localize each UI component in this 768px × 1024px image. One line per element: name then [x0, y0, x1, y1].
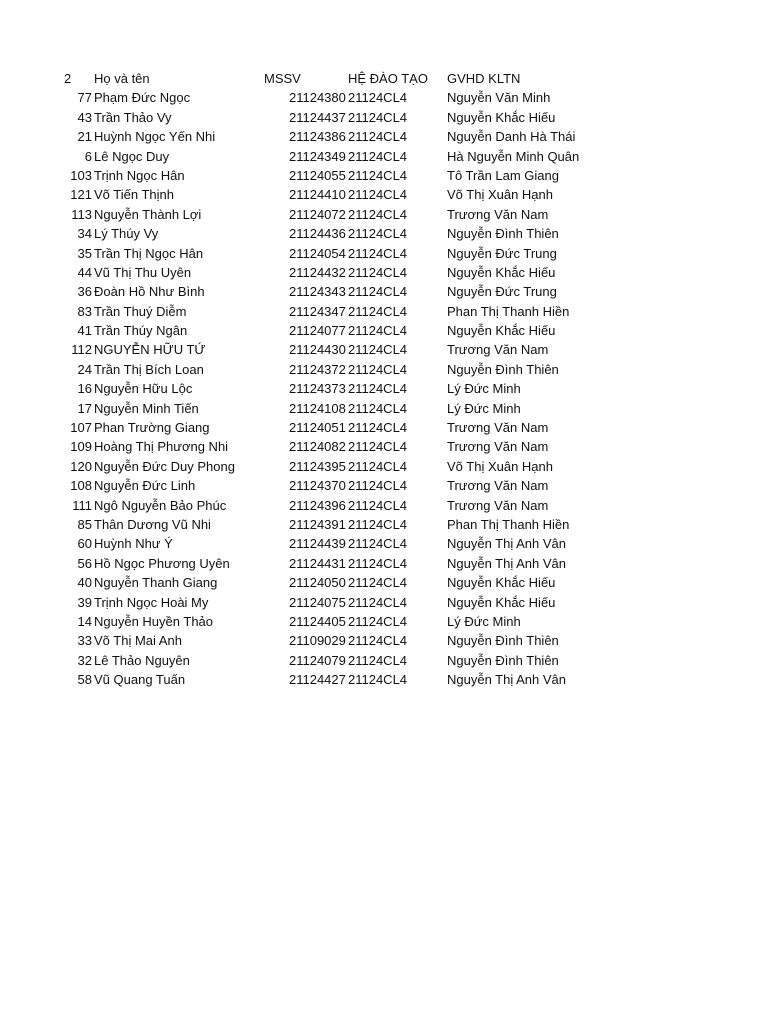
- row-stt: 103: [70, 167, 92, 183]
- row-gvhd: Nguyễn Thị Anh Vân: [447, 555, 567, 571]
- row-mssv: 21124108: [289, 400, 346, 416]
- row-he-dao-tao: 21124CL4: [348, 245, 408, 261]
- row-name: Trần Thị Ngọc Hân: [94, 245, 204, 261]
- row-gvhd: Nguyễn Văn Minh: [447, 90, 551, 106]
- row-stt: 35: [77, 245, 92, 261]
- row-stt: 107: [70, 420, 92, 436]
- row-gvhd: Nguyễn Đình Thiên: [447, 652, 559, 668]
- row-he-dao-tao: 21124CL4: [348, 187, 408, 203]
- row-mssv: 21124427: [289, 672, 346, 688]
- row-gvhd: Trương Văn Nam: [447, 439, 549, 455]
- row-mssv: 21124051: [289, 420, 346, 436]
- header-he-dao-tao: HỆ ĐÀO TẠO: [348, 71, 428, 86]
- row-he-dao-tao: 21124CL4: [348, 148, 408, 164]
- row-gvhd: Nguyễn Đình Thiên: [447, 633, 559, 649]
- row-mssv: 21109029: [289, 633, 346, 649]
- table-row: [0, 593, 768, 612]
- header-row: [0, 69, 768, 88]
- row-gvhd: Nguyễn Đức Trung: [447, 284, 557, 300]
- row-he-dao-tao: 21124CL4: [348, 594, 408, 610]
- row-mssv: 21124432: [289, 264, 346, 280]
- row-gvhd: Trương Văn Nam: [447, 206, 549, 222]
- row-gvhd: Trương Văn Nam: [447, 420, 549, 436]
- row-mssv: 21124072: [289, 206, 346, 222]
- row-mssv: 21124439: [289, 536, 346, 552]
- table-row: [0, 670, 768, 689]
- row-gvhd: Nguyễn Thị Anh Vân: [447, 672, 567, 688]
- row-stt: 77: [77, 90, 92, 106]
- row-name: Vũ Thị Thu Uyên: [94, 264, 192, 280]
- header-name: Họ và tên: [94, 71, 150, 86]
- row-gvhd: Võ Thị Xuân Hạnh: [447, 187, 553, 203]
- row-he-dao-tao: 21124CL4: [348, 536, 408, 552]
- student-table: [0, 69, 768, 690]
- row-mssv: 21124347: [289, 303, 346, 319]
- header-gvhd: GVHD KLTN: [447, 71, 521, 86]
- row-he-dao-tao: 21124CL4: [348, 400, 408, 416]
- row-mssv: 21124373: [289, 381, 346, 397]
- row-mssv: 21124372: [289, 361, 346, 377]
- row-he-dao-tao: 21124CL4: [348, 323, 408, 339]
- row-mssv: 21124075: [289, 594, 346, 610]
- row-he-dao-tao: 21124CL4: [348, 478, 408, 494]
- row-he-dao-tao: 21124CL4: [348, 633, 408, 649]
- row-name: Phạm Đức Ngọc: [94, 90, 191, 106]
- row-stt: 44: [77, 264, 92, 280]
- row-mssv: 21124077: [289, 323, 346, 339]
- row-stt: 43: [77, 109, 92, 125]
- row-mssv: 21124391: [289, 516, 346, 532]
- row-he-dao-tao: 21124CL4: [348, 342, 408, 358]
- table-row: [0, 185, 768, 204]
- row-mssv: 21124396: [289, 497, 346, 513]
- row-mssv: 21124349: [289, 148, 346, 164]
- row-mssv: 21124386: [289, 129, 346, 145]
- row-he-dao-tao: 21124CL4: [348, 420, 408, 436]
- row-mssv: 21124079: [289, 652, 346, 668]
- table-row: [0, 127, 768, 146]
- table-row: [0, 88, 768, 107]
- row-name: Thân Dương Vũ Nhi: [94, 516, 211, 532]
- row-mssv: 21124405: [289, 613, 346, 629]
- row-he-dao-tao: 21124CL4: [348, 109, 408, 125]
- header-mssv: MSSV: [264, 71, 301, 86]
- table-row: [0, 205, 768, 224]
- row-stt: 16: [77, 381, 92, 397]
- row-gvhd: Lý Đức Minh: [447, 381, 521, 397]
- row-name: Trịnh Ngọc Hân: [94, 167, 185, 183]
- row-name: Huỳnh Như Ý: [94, 536, 173, 552]
- row-he-dao-tao: 21124CL4: [348, 206, 408, 222]
- table-row: [0, 147, 768, 166]
- row-gvhd: Trương Văn Nam: [447, 478, 549, 494]
- row-stt: 36: [77, 284, 92, 300]
- row-gvhd: Võ Thị Xuân Hạnh: [447, 458, 553, 474]
- row-stt: 6: [84, 148, 92, 164]
- row-he-dao-tao: 21124CL4: [348, 497, 408, 513]
- table-row: [0, 108, 768, 127]
- row-mssv: 21124431: [289, 555, 346, 571]
- row-he-dao-tao: 21124CL4: [348, 129, 408, 145]
- table-row: [0, 651, 768, 670]
- row-stt: 41: [77, 323, 92, 339]
- table-row: [0, 360, 768, 379]
- row-name: Nguyễn Huyền Thảo: [94, 613, 214, 629]
- row-gvhd: Nguyễn Danh Hà Thái: [447, 129, 576, 145]
- row-stt: 21: [77, 129, 92, 145]
- row-name: Trịnh Ngọc Hoài My: [94, 594, 209, 610]
- row-name: Ngô Nguyễn Bảo Phúc: [94, 497, 227, 513]
- table-row: [0, 457, 768, 476]
- row-name: Đoàn Hồ Như Bình: [94, 284, 205, 300]
- row-he-dao-tao: 21124CL4: [348, 284, 408, 300]
- row-stt: 111: [72, 497, 92, 513]
- row-he-dao-tao: 21124CL4: [348, 652, 408, 668]
- row-name: Nguyễn Thành Lợi: [94, 206, 202, 222]
- table-row: [0, 166, 768, 185]
- row-name: Hồ Ngọc Phương Uyên: [94, 555, 230, 571]
- row-he-dao-tao: 21124CL4: [348, 226, 408, 242]
- header-stt: 2: [64, 71, 72, 86]
- table-row: [0, 302, 768, 321]
- row-mssv: 21124370: [289, 478, 346, 494]
- row-he-dao-tao: 21124CL4: [348, 516, 408, 532]
- row-gvhd: Nguyễn Đình Thiên: [447, 226, 559, 242]
- row-mssv: 21124343: [289, 284, 346, 300]
- table-row: [0, 263, 768, 282]
- row-stt: 58: [77, 672, 92, 688]
- row-stt: 40: [77, 575, 92, 591]
- row-stt: 85: [77, 516, 92, 532]
- row-mssv: 21124050: [289, 575, 346, 591]
- row-gvhd: Nguyễn Đức Trung: [447, 245, 557, 261]
- row-mssv: 21124430: [289, 342, 346, 358]
- row-he-dao-tao: 21124CL4: [348, 439, 408, 455]
- row-name: Vũ Quang Tuấn: [94, 672, 186, 688]
- row-name: Nguyễn Minh Tiến: [94, 400, 199, 416]
- row-stt: 39: [77, 594, 92, 610]
- row-he-dao-tao: 21124CL4: [348, 381, 408, 397]
- row-he-dao-tao: 21124CL4: [348, 361, 408, 377]
- row-he-dao-tao: 21124CL4: [348, 90, 408, 106]
- row-name: Nguyễn Hữu Lộc: [94, 381, 193, 397]
- row-gvhd: Trương Văn Nam: [447, 497, 549, 513]
- row-name: Huỳnh Ngọc Yến Nhi: [94, 129, 216, 145]
- row-mssv: 21124410: [289, 187, 346, 203]
- row-he-dao-tao: 21124CL4: [348, 458, 408, 474]
- table-row: [0, 399, 768, 418]
- table-row: [0, 534, 768, 553]
- row-he-dao-tao: 21124CL4: [348, 264, 408, 280]
- row-gvhd: Trương Văn Nam: [447, 342, 549, 358]
- table-row: [0, 476, 768, 495]
- row-stt: 60: [77, 536, 92, 552]
- table-row: [0, 379, 768, 398]
- row-gvhd: Phan Thị Thanh Hiền: [447, 516, 570, 532]
- table-row: [0, 515, 768, 534]
- row-name: Võ Thị Mai Anh: [94, 633, 182, 649]
- row-he-dao-tao: 21124CL4: [348, 167, 408, 183]
- row-gvhd: Tô Trần Lam Giang: [447, 167, 559, 183]
- row-name: Phan Trường Giang: [94, 420, 210, 436]
- row-stt: 24: [77, 361, 92, 377]
- row-gvhd: Nguyễn Khắc Hiếu: [447, 264, 556, 280]
- row-gvhd: Nguyễn Thị Anh Vân: [447, 536, 567, 552]
- row-he-dao-tao: 21124CL4: [348, 672, 408, 688]
- row-gvhd: Lý Đức Minh: [447, 400, 521, 416]
- row-stt: 112: [71, 342, 92, 358]
- row-gvhd: Nguyễn Khắc Hiếu: [447, 109, 556, 125]
- row-he-dao-tao: 21124CL4: [348, 555, 408, 571]
- row-name: Nguyễn Đức Linh: [94, 478, 196, 494]
- table-row: [0, 418, 768, 437]
- row-stt: 34: [77, 226, 92, 242]
- row-mssv: 21124395: [289, 458, 346, 474]
- table-row: [0, 554, 768, 573]
- row-stt: 108: [70, 478, 92, 494]
- table-row: [0, 282, 768, 301]
- row-name: NGUYỄN HỮU TỨ: [94, 342, 206, 358]
- row-gvhd: Nguyễn Khắc Hiếu: [447, 575, 556, 591]
- table-row: [0, 340, 768, 359]
- table-row: [0, 631, 768, 650]
- row-name: Võ Tiến Thịnh: [94, 187, 174, 203]
- row-stt: 83: [77, 303, 92, 319]
- row-stt: 33: [77, 633, 92, 649]
- row-gvhd: Lý Đức Minh: [447, 613, 521, 629]
- table-body: [0, 88, 768, 689]
- row-mssv: 21124054: [289, 245, 346, 261]
- row-name: Lý Thúy Vy: [94, 226, 159, 242]
- row-mssv: 21124055: [289, 167, 346, 183]
- table-row: [0, 224, 768, 243]
- table-row: [0, 437, 768, 456]
- row-name: Trần Thuý Diễm: [94, 303, 187, 319]
- row-stt: 121: [70, 187, 92, 203]
- row-name: Hoàng Thị Phương Nhi: [94, 439, 229, 455]
- row-mssv: 21124437: [289, 109, 346, 125]
- table-row: [0, 321, 768, 340]
- row-mssv: 21124380: [289, 90, 346, 106]
- row-name: Trần Thúy Ngân: [94, 323, 188, 339]
- row-he-dao-tao: 21124CL4: [348, 613, 408, 629]
- row-name: Lê Thảo Nguyên: [94, 652, 190, 668]
- row-gvhd: Nguyễn Khắc Hiếu: [447, 323, 556, 339]
- row-name: Nguyễn Thanh Giang: [94, 575, 218, 591]
- row-stt: 113: [71, 206, 92, 222]
- row-he-dao-tao: 21124CL4: [348, 303, 408, 319]
- row-mssv: 21124082: [289, 439, 346, 455]
- table-row: [0, 496, 768, 515]
- row-name: Trần Thị Bích Loan: [94, 361, 204, 377]
- row-name: Lê Ngọc Duy: [94, 148, 170, 164]
- table-row: [0, 244, 768, 263]
- row-stt: 56: [77, 555, 92, 571]
- row-mssv: 21124436: [289, 226, 346, 242]
- row-stt: 109: [70, 439, 92, 455]
- row-stt: 17: [77, 400, 92, 416]
- row-stt: 14: [77, 613, 92, 629]
- row-gvhd: Phan Thị Thanh Hiền: [447, 303, 570, 319]
- row-stt: 32: [77, 652, 92, 668]
- row-he-dao-tao: 21124CL4: [348, 575, 408, 591]
- row-gvhd: Hà Nguyễn Minh Quân: [447, 148, 580, 164]
- row-name: Trần Thảo Vy: [94, 109, 172, 125]
- row-stt: 120: [70, 458, 92, 474]
- row-gvhd: Nguyễn Đình Thiên: [447, 361, 559, 377]
- table-row: [0, 573, 768, 592]
- row-gvhd: Nguyễn Khắc Hiếu: [447, 594, 556, 610]
- table-row: [0, 612, 768, 631]
- row-name: Nguyễn Đức Duy Phong: [94, 458, 235, 474]
